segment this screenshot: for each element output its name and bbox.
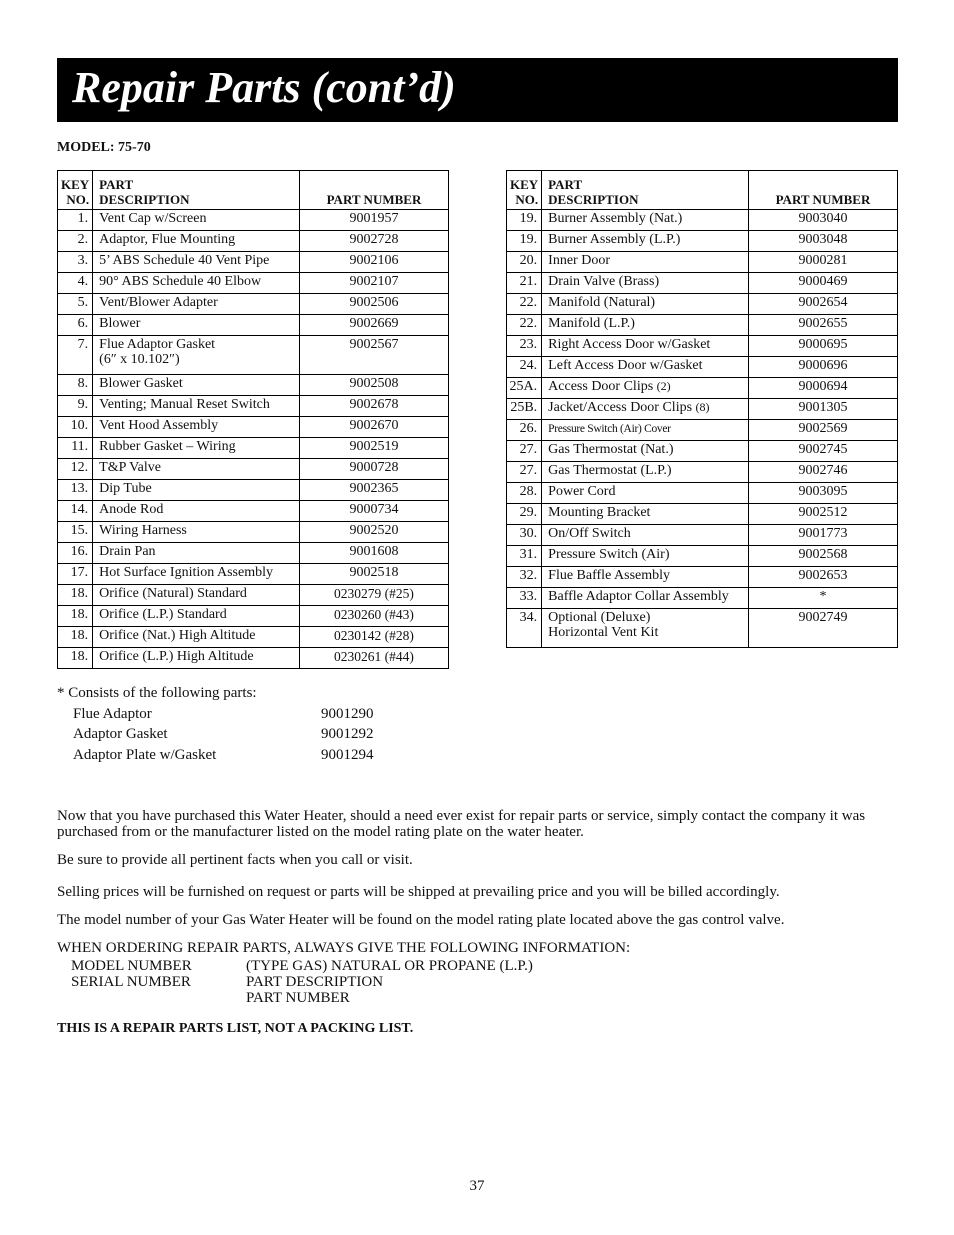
part-description	[542, 336, 749, 357]
table-row	[507, 567, 898, 588]
part-description-quantity: (2)	[656, 379, 671, 393]
part-description-text: Orifice (L.P.) High Altitude	[99, 649, 254, 664]
part-number: 9002654	[748, 294, 897, 315]
table-row	[58, 522, 449, 543]
table-row	[507, 315, 898, 336]
table-row	[507, 588, 898, 609]
part-description-text: Access Door Clips	[548, 379, 654, 394]
key-number: 32.	[507, 567, 542, 588]
part-description	[93, 417, 300, 438]
table-row	[507, 462, 898, 483]
table-row	[58, 417, 449, 438]
table-row	[58, 252, 449, 273]
key-number: 2.	[58, 231, 93, 252]
table-row	[58, 480, 449, 501]
part-description	[93, 459, 300, 480]
part-description-text: 5’ ABS Schedule 40 Vent Pipe	[99, 253, 270, 268]
order-info-label: SERIAL NUMBER	[71, 974, 191, 990]
part-description	[93, 564, 300, 585]
table-row	[507, 210, 898, 231]
packing-list-notice: THIS IS A REPAIR PARTS LIST, NOT A PACKING LIST.	[57, 1021, 414, 1036]
key-number: 19.	[507, 231, 542, 252]
part-description	[542, 609, 749, 648]
part-number: 0230261 (#44)	[299, 648, 448, 669]
part-number: 0230279 (#25)	[299, 585, 448, 606]
part-description-text: Manifold (L.P.)	[548, 316, 635, 331]
key-number: 22.	[507, 315, 542, 336]
part-number: 0230142 (#28)	[299, 627, 448, 648]
part-description	[542, 357, 749, 378]
table-row	[58, 273, 449, 294]
part-description	[93, 585, 300, 606]
key-number: 34.	[507, 609, 542, 648]
part-description	[542, 315, 749, 336]
key-number: 16.	[58, 543, 93, 564]
paragraph-prices: Selling prices will be furnished on request or parts will be shipped at prevailing price and you will be billed accordingly.	[57, 884, 780, 900]
table-row	[58, 585, 449, 606]
part-description-text: Drain Valve (Brass)	[548, 274, 660, 289]
key-number: 11.	[58, 438, 93, 459]
order-info-value: PART DESCRIPTION	[246, 974, 384, 990]
key-number: 5.	[58, 294, 93, 315]
part-number: 9001608	[299, 543, 448, 564]
part-description	[542, 462, 749, 483]
key-number: 21.	[507, 273, 542, 294]
part-description	[93, 438, 300, 459]
table-row	[58, 606, 449, 627]
part-number: 9002653	[748, 567, 897, 588]
part-description-text: Burner Assembly (L.P.)	[548, 232, 681, 247]
part-number: 9003048	[748, 231, 897, 252]
key-number: 20.	[507, 252, 542, 273]
part-number: 9001957	[299, 210, 448, 231]
key-number: 31.	[507, 546, 542, 567]
part-number: 9002669	[299, 315, 448, 336]
table-row	[58, 459, 449, 480]
part-description	[542, 231, 749, 252]
footnote-item-part-number: 9001294	[321, 746, 374, 763]
part-description-text: Orifice (Nat.) High Altitude	[99, 628, 256, 643]
part-description	[542, 273, 749, 294]
header-key-no: KEY NO.	[507, 171, 542, 210]
part-description-text: Manifold (Natural)	[548, 295, 656, 310]
table-row	[58, 231, 449, 252]
table-row	[58, 501, 449, 522]
model-label: MODEL: 75-70	[57, 140, 151, 155]
table-row	[507, 609, 898, 648]
part-number: 9003040	[748, 210, 897, 231]
table-row	[507, 294, 898, 315]
key-number: 26.	[507, 420, 542, 441]
part-number: 9001305	[748, 399, 897, 420]
key-number: 1.	[58, 210, 93, 231]
part-number: 9002728	[299, 231, 448, 252]
order-info-row	[71, 958, 533, 974]
key-number: 13.	[58, 480, 93, 501]
table-row	[58, 294, 449, 315]
key-number: 27.	[507, 462, 542, 483]
part-description-text: Dip Tube	[99, 481, 152, 496]
part-description-text: Optional (Deluxe)	[548, 610, 651, 625]
part-number: 9002746	[748, 462, 897, 483]
part-description	[542, 567, 749, 588]
table-row	[58, 438, 449, 459]
table-row	[58, 564, 449, 585]
footnote-item-part-number: 9001292	[321, 726, 374, 742]
part-description	[93, 522, 300, 543]
paragraph-contact: Now that you have purchased this Water Heater, should a need ever exist for repair parts or service, simply contact the company it was purchased from or the manufacturer listed on the model rating plate on the water heater.	[57, 808, 866, 840]
table-row	[58, 396, 449, 417]
part-description-text: Vent Cap w/Screen	[99, 211, 207, 226]
part-description	[542, 546, 749, 567]
part-description-text: Pressure Switch (Air)	[548, 547, 670, 562]
part-description-text: T&P Valve	[99, 460, 162, 475]
key-number: 8.	[58, 375, 93, 396]
part-number: *	[748, 588, 897, 609]
table-row	[507, 525, 898, 546]
part-description	[93, 627, 300, 648]
part-description-text: Gas Thermostat (Nat.)	[548, 442, 674, 457]
page-title: Repair Parts (cont’d)	[72, 63, 456, 112]
part-description	[93, 315, 300, 336]
key-number: 25A.	[507, 378, 542, 399]
footnote-item-part-number: 9001290	[321, 705, 374, 722]
part-number: 9002518	[299, 564, 448, 585]
part-description-line2: (6″ x 10.102″)	[99, 352, 180, 367]
table-row	[507, 273, 898, 294]
key-number: 7.	[58, 336, 93, 375]
table-row	[507, 420, 898, 441]
part-number: 9002506	[299, 294, 448, 315]
table-row	[507, 441, 898, 462]
footnote	[57, 683, 374, 765]
part-description-text: Wiring Harness	[99, 523, 187, 538]
key-number: 25B.	[507, 399, 542, 420]
key-number: 18.	[58, 627, 93, 648]
part-number: 9002512	[748, 504, 897, 525]
part-number: 9002670	[299, 417, 448, 438]
paragraph-ordering: WHEN ORDERING REPAIR PARTS, ALWAYS GIVE THE FOLLOWING INFORMATION:	[57, 940, 631, 956]
part-number: 9000281	[748, 252, 897, 273]
part-description	[542, 210, 749, 231]
footnote-item	[57, 745, 374, 766]
table-row	[507, 399, 898, 420]
parts-table-right	[506, 170, 898, 648]
part-description-text: Orifice (Natural) Standard	[99, 586, 247, 601]
table-header-row	[58, 171, 449, 210]
part-number: 9002107	[299, 273, 448, 294]
header-part-number: PART NUMBER	[748, 171, 897, 210]
part-number: 9002567	[299, 336, 448, 375]
part-description	[542, 252, 749, 273]
part-description-text: Flue Baffle Assembly	[548, 568, 671, 583]
paragraph-model-location: The model number of your Gas Water Heater will be found on the model rating plate located above the gas control valve.	[57, 912, 785, 928]
footnote-item	[57, 724, 374, 745]
part-description	[542, 504, 749, 525]
part-description-text: Flue Adaptor Gasket	[99, 337, 216, 352]
part-description-text: Baffle Adaptor Collar Assembly	[548, 589, 729, 604]
header-part-number: PART NUMBER	[299, 171, 448, 210]
part-description	[93, 480, 300, 501]
key-number: 23.	[507, 336, 542, 357]
part-description-text: Pressure Switch (Air) Cover	[548, 423, 671, 435]
part-description-text: Inner Door	[548, 253, 610, 268]
part-description-text: Anode Rod	[99, 502, 164, 517]
header-bar	[57, 58, 898, 122]
key-number: 30.	[507, 525, 542, 546]
key-number: 12.	[58, 459, 93, 480]
key-number: 15.	[58, 522, 93, 543]
key-number: 10.	[58, 417, 93, 438]
part-description	[93, 375, 300, 396]
part-number: 9002508	[299, 375, 448, 396]
part-description	[93, 273, 300, 294]
part-description	[542, 294, 749, 315]
part-number: 9002519	[299, 438, 448, 459]
part-description-text: Gas Thermostat (L.P.)	[548, 463, 672, 478]
part-number: 9002678	[299, 396, 448, 417]
part-description-text: Rubber Gasket – Wiring	[99, 439, 236, 454]
order-info-row	[71, 990, 533, 1006]
key-number: 18.	[58, 585, 93, 606]
table-row	[58, 627, 449, 648]
key-number: 9.	[58, 396, 93, 417]
key-number: 18.	[58, 648, 93, 669]
key-number: 3.	[58, 252, 93, 273]
part-description	[93, 396, 300, 417]
key-number: 22.	[507, 294, 542, 315]
parts-table-left	[57, 170, 449, 669]
key-number: 17.	[58, 564, 93, 585]
table-row	[58, 648, 449, 669]
part-number: 9000694	[748, 378, 897, 399]
footnote-item-name: Adaptor Gasket	[73, 726, 168, 742]
part-description-text: Hot Surface Ignition Assembly	[99, 565, 273, 580]
part-description	[93, 606, 300, 627]
part-number: 9002106	[299, 252, 448, 273]
part-number: 9002745	[748, 441, 897, 462]
part-description-text: Drain Pan	[99, 544, 156, 559]
part-description	[542, 525, 749, 546]
table-row	[507, 504, 898, 525]
table-row	[507, 546, 898, 567]
key-number: 29.	[507, 504, 542, 525]
part-number: 9002569	[748, 420, 897, 441]
part-description-text: Jacket/Access Door Clips	[548, 400, 693, 415]
footnote-item-name: Adaptor Plate w/Gasket	[73, 746, 217, 763]
key-number: 18.	[58, 606, 93, 627]
part-description	[93, 294, 300, 315]
key-number: 14.	[58, 501, 93, 522]
table-row	[507, 252, 898, 273]
order-info-row	[71, 974, 533, 990]
order-info-label: MODEL NUMBER	[71, 958, 192, 974]
part-description-quantity: (8)	[695, 400, 710, 414]
footnote-intro: * Consists of the following parts:	[57, 685, 257, 701]
key-number: 28.	[507, 483, 542, 504]
part-description	[542, 588, 749, 609]
part-description	[93, 336, 300, 375]
key-number: 24.	[507, 357, 542, 378]
table-row	[58, 210, 449, 231]
part-number: 9002655	[748, 315, 897, 336]
part-number: 9003095	[748, 483, 897, 504]
part-description	[93, 501, 300, 522]
part-description-text: Burner Assembly (Nat.)	[548, 211, 683, 226]
part-description-text: Mounting Bracket	[548, 505, 651, 520]
part-number: 9002520	[299, 522, 448, 543]
key-number: 6.	[58, 315, 93, 336]
table-row	[507, 378, 898, 399]
key-number: 19.	[507, 210, 542, 231]
header-part-description: PART DESCRIPTION	[93, 171, 300, 210]
table-row	[58, 543, 449, 564]
part-description-text: Left Access Door w/Gasket	[548, 358, 703, 373]
part-description-text: Vent Hood Assembly	[99, 418, 219, 433]
part-description-text: Venting; Manual Reset Switch	[99, 397, 270, 412]
part-description	[542, 399, 749, 420]
part-number: 9002749	[748, 609, 897, 648]
part-description	[542, 378, 749, 399]
table-row	[507, 483, 898, 504]
order-info-value: (TYPE GAS) NATURAL OR PROPANE (L.P.)	[246, 958, 533, 974]
part-description-text: Orifice (L.P.) Standard	[99, 607, 227, 622]
table-row	[507, 357, 898, 378]
part-number: 0230260 (#43)	[299, 606, 448, 627]
part-description-text: Blower	[99, 316, 141, 331]
part-description	[542, 420, 749, 441]
part-number: 9000728	[299, 459, 448, 480]
order-info-label	[71, 990, 246, 1006]
table-header-row	[507, 171, 898, 210]
page-number: 37	[469, 1178, 485, 1194]
table-row	[58, 336, 449, 375]
part-description	[542, 483, 749, 504]
part-description	[542, 441, 749, 462]
body-text	[57, 808, 899, 956]
key-number: 27.	[507, 441, 542, 462]
order-info	[71, 958, 533, 1006]
part-description	[93, 252, 300, 273]
part-number: 9002365	[299, 480, 448, 501]
table-row	[58, 375, 449, 396]
key-number: 4.	[58, 273, 93, 294]
part-description	[93, 231, 300, 252]
part-description	[93, 210, 300, 231]
part-description	[93, 648, 300, 669]
part-description-text: 90° ABS Schedule 40 Elbow	[99, 274, 262, 289]
order-info-value: PART NUMBER	[246, 990, 350, 1006]
table-row	[507, 231, 898, 252]
part-description-text: Right Access Door w/Gasket	[548, 337, 711, 352]
part-description-text: Adaptor, Flue Mounting	[99, 232, 236, 247]
part-description	[93, 543, 300, 564]
footnote-item-name: Flue Adaptor	[73, 705, 152, 722]
part-description-text: Blower Gasket	[99, 376, 183, 391]
part-number: 9000696	[748, 357, 897, 378]
footnote-item	[57, 704, 374, 725]
part-description-text: Power Cord	[548, 484, 616, 499]
part-number: 9001773	[748, 525, 897, 546]
part-description-text: On/Off Switch	[548, 526, 631, 541]
header-key-no: KEY NO.	[58, 171, 93, 210]
paragraph-facts: Be sure to provide all pertinent facts when you call or visit.	[57, 852, 413, 868]
part-number: 9000469	[748, 273, 897, 294]
part-description-line2: Horizontal Vent Kit	[548, 625, 659, 640]
table-row	[507, 336, 898, 357]
part-number: 9000695	[748, 336, 897, 357]
table-row	[58, 315, 449, 336]
part-description-text: Vent/Blower Adapter	[99, 295, 218, 310]
part-number: 9002568	[748, 546, 897, 567]
part-number: 9000734	[299, 501, 448, 522]
key-number: 33.	[507, 588, 542, 609]
header-part-description: PART DESCRIPTION	[542, 171, 749, 210]
